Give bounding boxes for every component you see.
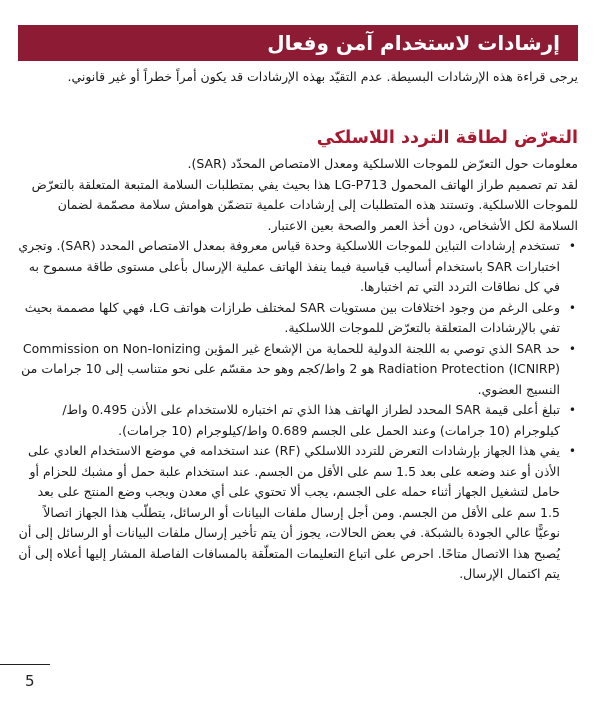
list-item-text: وعلى الرغم من وجود اختلافات بين مستويات SAR لمختلف طرازات هواتف LG، فهي كلها مصممة بحيث تفي بالإرشادات المتعلقة بالتعرّض للموجات اللاسلكية. — [24, 299, 560, 335]
title-bar — [18, 25, 578, 61]
list-item — [18, 400, 578, 441]
sar-info-paragraph: معلومات حول التعرّض للموجات اللاسلكية ومعدل الامتصاص المحدّد (SAR). — [187, 156, 578, 171]
page-number: 5 — [25, 672, 35, 690]
bullet-icon: • — [568, 341, 576, 356]
list-item — [18, 339, 578, 401]
list-item — [18, 236, 578, 298]
list-item-text: يفي هذا الجهاز بإرشادات التعرض للتردد اللاسلكي (RF) عند استخدامه في موضع الاستخدام العادي على الأذن أو عند وضعه على بعد 1.5 سم على الأقل من الجسم. عند استخدام علبة حمل أو مشبك للحزام أو حامل لتشغيل الجهاز أثناء حمله على الجسم، يجب ألا تحتوي على أي معدن ويجب وضع المنتج على بعد 1.5 سم على الأقل من الجسم. ومن أجل إرسال ملفات البيانات أو الرسائل، يتطلّب هذا الجهاز اتصالاً نوعيًّا عالي الجودة بالشبكة. في بعض الحالات، يجوز أن يتم تأخير إرسال ملفات البيانات أو الرسائل إلى أن يُصبح هذا الاتصال متاحًا. احرص على اتباع التعليمات المتعلّقة بالمسافات الفاصلة المشار إليها أعلاه إلى أن يتم اكتمال الإرسال. — [18, 443, 560, 581]
list-item-text: تبلغ أعلى قيمة SAR المحدد لطراز الهاتف هذا الذي تم اختباره للاستخدام على الأذن 0.495 واط/كيلوجرام (10 جرامات) وعند الحمل على الجسم 0.689 واط/كيلوجرام (10 جرامات). — [62, 402, 560, 438]
bullet-icon: • — [568, 239, 576, 253]
section-body — [18, 154, 578, 585]
bullet-icon: • — [568, 444, 576, 458]
footer-divider — [0, 664, 50, 665]
bullet-icon: • — [568, 300, 576, 315]
list-item-text: تستخدم إرشادات التباين للموجات اللاسلكية وحدة قياس معروفة بمعدل الامتصاص المحدد (SAR). وتجري اختبارات SAR باستخدام أساليب قياسية فيما ينفذ الهاتف عملية الإرسال بأعلى مستوى طاقة مسموح به في كل نطاقات التردد التي تم اختبارها. — [18, 238, 560, 294]
list-item-text: حد SAR الذي توصي به اللجنة الدولية للحماية من الإشعاع غير المؤين Commission on Non-Ionizing Radiation Protection (ICNIRP) هو 2 واط/كجم وهو حد مقسّم على نحو متناسب إلى 10 جرامات من النسيج العضوي. — [21, 340, 560, 397]
design-paragraph: لقد تم تصميم طراز الهاتف المحمول LG-P713 هذا بحيث يفي بمتطلبات السلامة المتبعة المتعلقة بالتعرّض للموجات اللاسلكية. وتستند هذه المتطلبات إلى إرشادات علمية تتضمّن هوامش سلامة مصمّمة لضمان السلامة لكل الأشخاص، دون أخذ العمر والصحة بعين الاعتبار. — [31, 176, 578, 233]
list-item — [18, 441, 578, 585]
bullet-list — [18, 236, 578, 585]
bullet-icon: • — [568, 403, 576, 417]
page-title: إرشادات لاستخدام آمن وفعال — [267, 31, 560, 55]
section-heading: التعرّض لطاقة التردد اللاسلكي — [316, 128, 578, 148]
list-item — [18, 298, 578, 339]
intro-paragraph: يرجى قراءة هذه الإرشادات البسيطة. عدم التقيّد بهذه الإرشادات قد يكون أمراً خطراً أو غير قانوني. — [67, 69, 578, 84]
